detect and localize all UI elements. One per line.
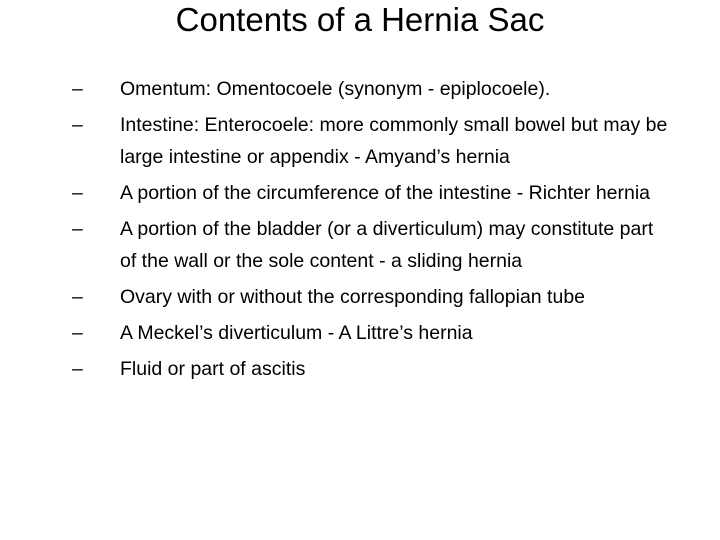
bullet-item-intestine [72,109,672,173]
slide-title: Contents of a Hernia Sac [175,1,545,38]
bullet-marker: – [72,322,83,344]
bullet-text: Intestine: Enterocoele: more commonly small bowel but may be large intestine or appendix - Amyand’s hernia [120,114,668,168]
bullet-text: A portion of the circumference of the intestine - Richter hernia [120,182,651,204]
bullet-text: Omentum: Omentocoele (synonym - epiplocoele). [120,78,551,100]
bullet-item-richter [72,177,672,209]
bullet-item-ovary [72,281,672,313]
bullet-marker: – [72,218,83,240]
bullet-marker: – [72,182,83,204]
bullet-item-fluid [72,353,672,385]
bullet-text: A Meckel’s diverticulum - A Littre’s hernia [120,322,473,344]
bullet-marker: – [72,114,83,136]
bullet-marker: – [72,78,83,100]
bullet-text: Fluid or part of ascitis [120,358,306,380]
bullet-marker: – [72,358,83,380]
bullet-text: Ovary with or without the corresponding fallopian tube [120,286,586,308]
bullet-item-meckel [72,317,672,349]
bullet-list [72,73,672,389]
bullet-marker: – [72,286,83,308]
bullet-item-omentum [72,73,672,105]
bullet-text: A portion of the bladder (or a diverticulum) may constitute part of the wall or the sole content - a sliding hernia [120,218,654,272]
bullet-item-bladder [72,213,672,277]
slide-title-container [0,0,720,40]
